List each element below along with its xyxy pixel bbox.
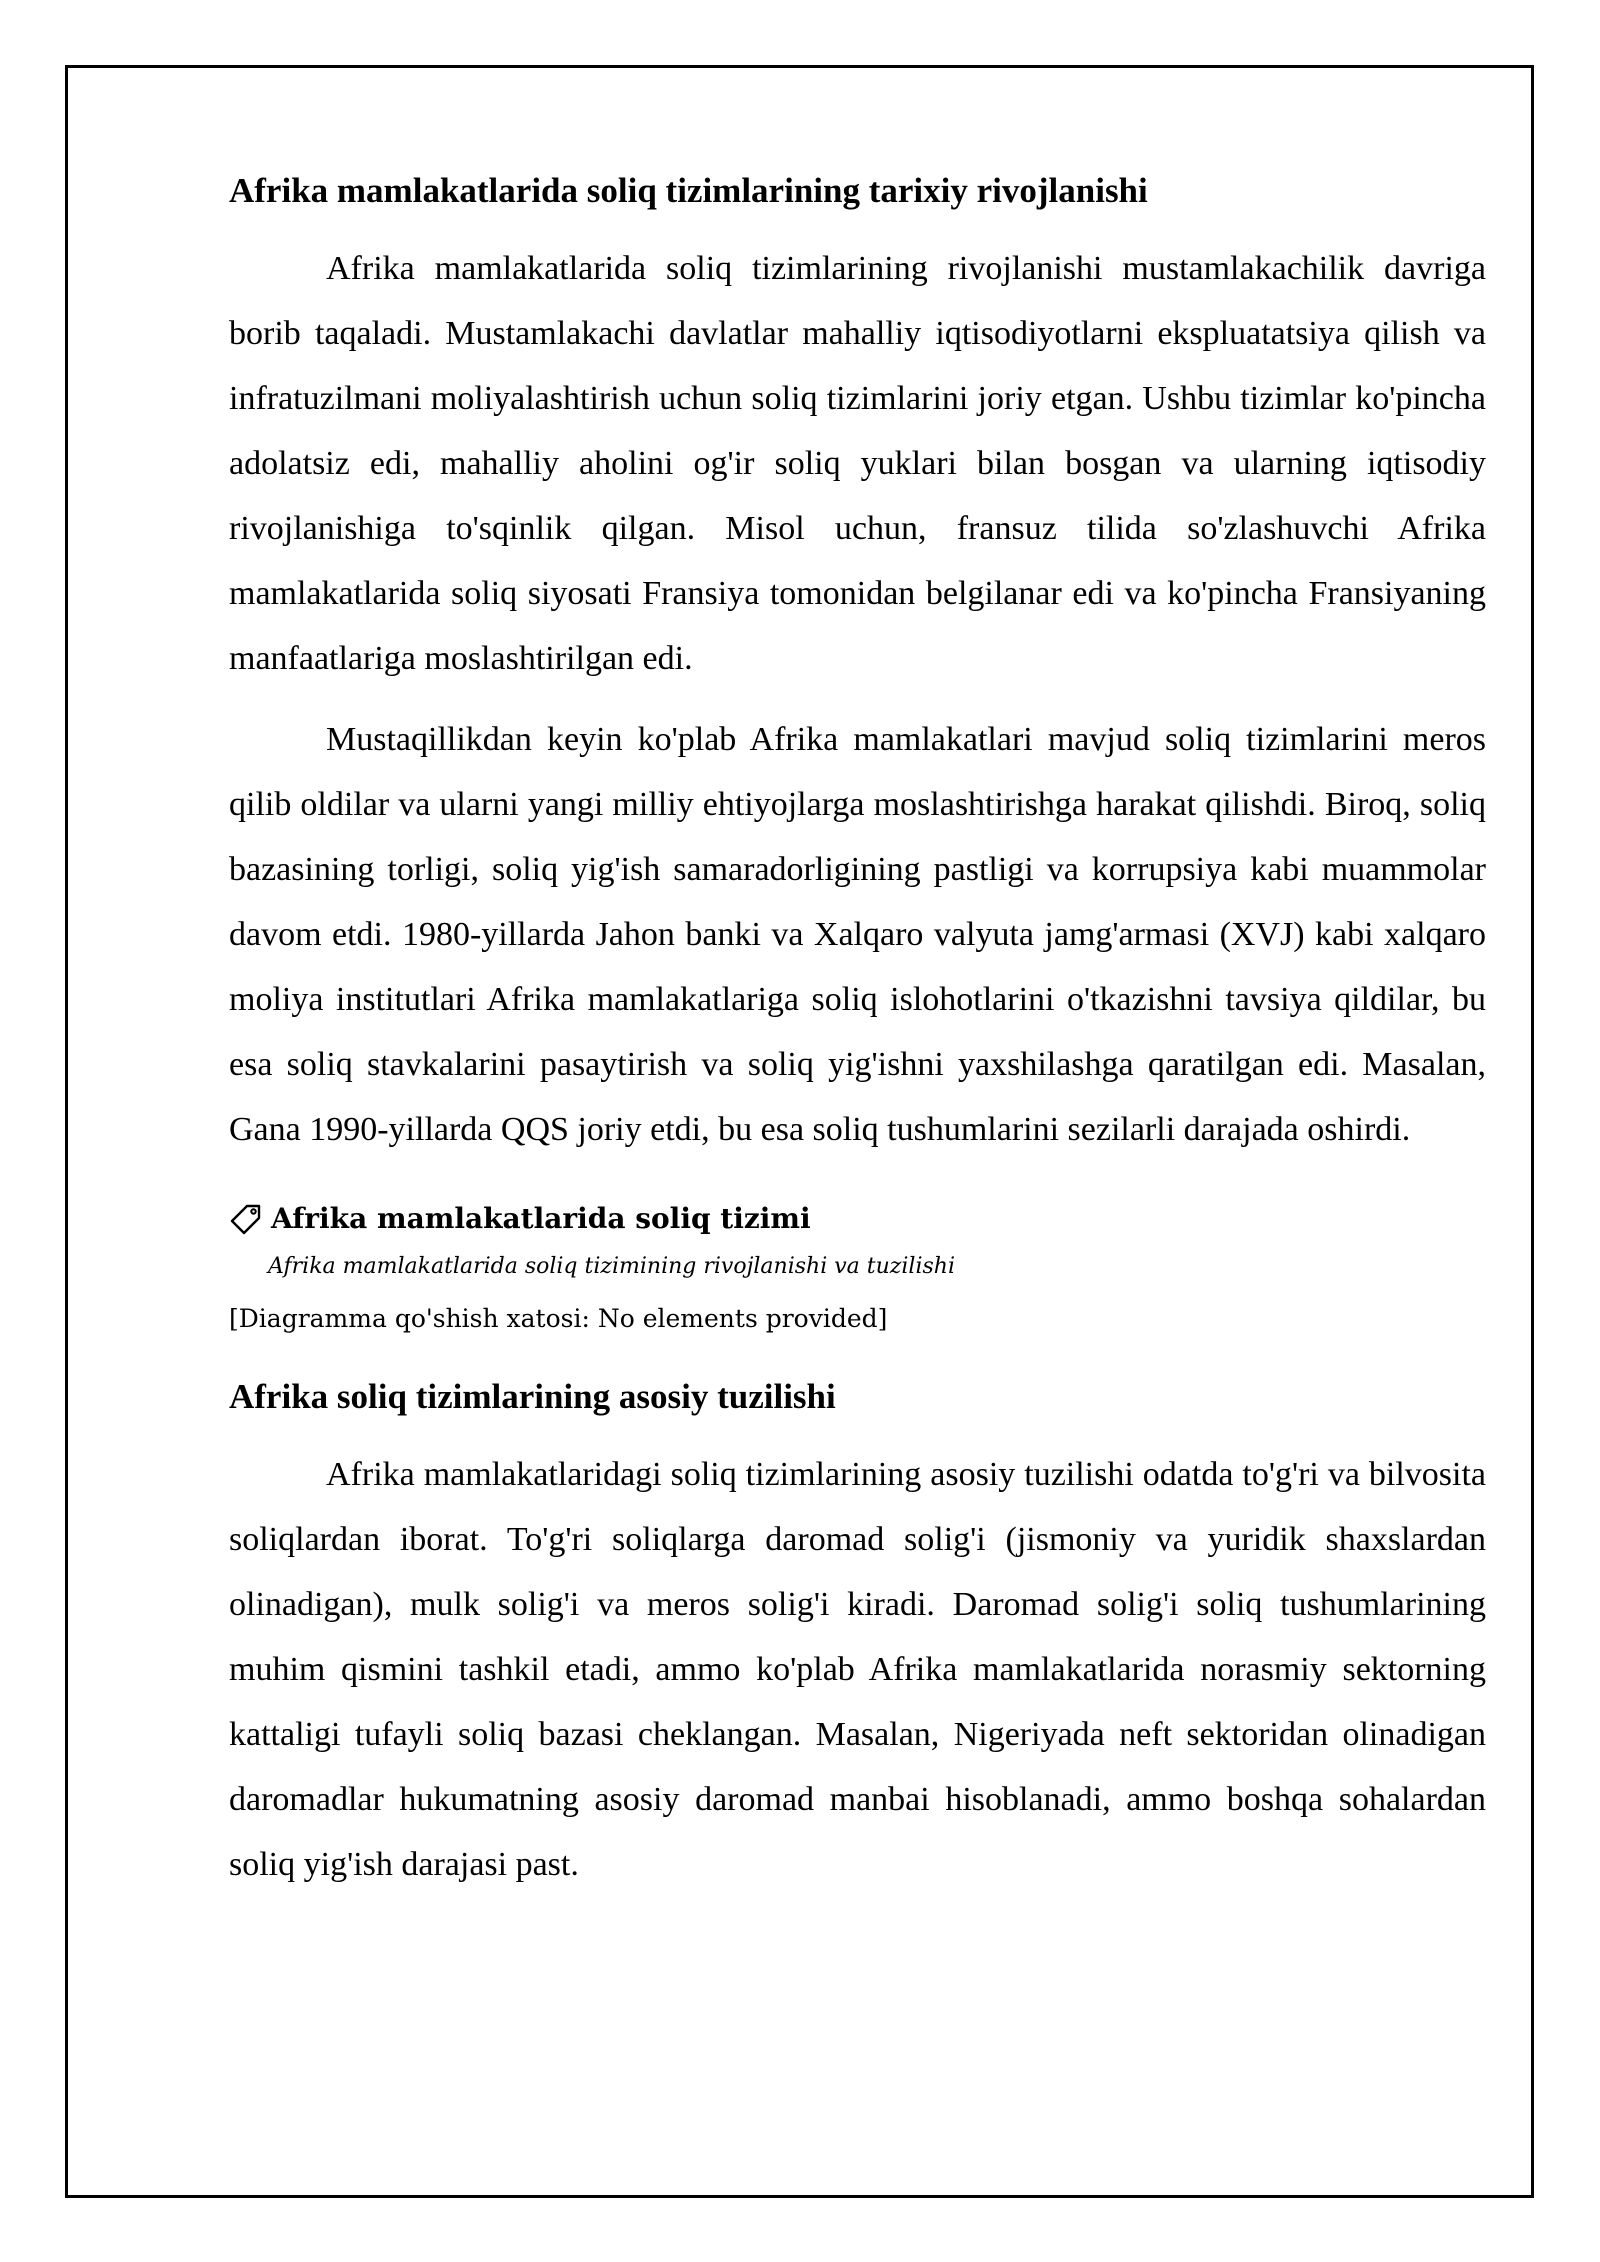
paragraph-history-1: Afrika mamlakatlarida soliq tizimlarining rivojlanishi mustamlakachilik davriga borib taqaladi. Mustamlakachi davlatlar mahalliy iqtisodiyotlarni ekspluatatsiya qilish va infratuzilmani moliyalashtirish uchun soliq tizimlarini joriy etgan. Ushbu tizimlar ko'pincha adolatsiz edi, mahalliy aholini og'ir soliq yuklari bilan bosgan va ularning iqtisodiy rivojlanishiga to'sqinlik qilgan. Misol uchun, fransuz tilida so'zlashuvchi Afrika mamlakatlarida soliq siyosati Fransiya tomonidan belgilanar edi va ko'pincha Fransiyaning manfaatlariga moslashtirilgan edi. <box>229 250 1486 677</box>
diagram-placeholder <box>229 1200 1486 1336</box>
document-body <box>229 170 1486 1913</box>
diagram-title-row <box>229 1200 1486 1238</box>
paragraph-structure-1: Afrika mamlakatlaridagi soliq tizimlarining asosiy tuzilishi odatda to'g'ri va bilvosita soliqlardan iborat. To'g'ri soliqlarga daromad solig'i (jismoniy va yuridik shaxslardan olinadigan), mulk solig'i va meros solig'i kiradi. Daromad solig'i soliq tushumlarining muhim qismini tashkil etadi, ammo ko'plab Afrika mamlakatlarida norasmiy sektorning kattaligi tufayli soliq bazasi cheklangan. Masalan, Nigeriyada neft sektoridan olinadigan daromadlar hukumatning asosiy daromad manbai hisoblanadi, ammo boshqa sohalardan soliq yig'ish darajasi past. <box>229 1456 1486 1883</box>
section-heading-history: Afrika mamlakatlarida soliq tizimlarining tarixiy rivojlanishi <box>229 171 1148 210</box>
section-heading-structure: Afrika soliq tizimlarining asosiy tuzilishi <box>229 1377 836 1416</box>
paragraph-history-2: Mustaqillikdan keyin ko'plab Afrika mamlakatlari mavjud soliq tizimlarini meros qilib oldilar va ularni yangi milliy ehtiyojlarga moslashtirishga harakat qilishdi. Biroq, soliq bazasining torligi, soliq yig'ish samaradorligining pastligi va korrupsiya kabi muammolar davom etdi. 1980-yillarda Jahon banki va Xalqaro valyuta jamg'armasi (XVJ) kabi xalqaro moliya institutlari Afrika mamlakatlariga soliq islohotlarini o'tkazishni tavsiya qildilar, bu esa soliq stavkalarini pasaytirish va soliq yig'ishni yaxshilashga qaratilgan edi. Masalan, Gana 1990-yillarda QQS joriy etdi, bu esa soliq tushumlarini sezilarli darajada oshirdi. <box>229 721 1486 1148</box>
diagram-title: Afrika mamlakatlarida soliq tizimi <box>271 1202 811 1235</box>
diagram-subtitle: Afrika mamlakatlarida soliq tizimining rivojlanishi va tuzilishi <box>268 1254 955 1279</box>
diagram-error-message: [Diagramma qo'shish xatosi: No elements provided] <box>229 1304 888 1333</box>
tag-icon <box>229 1202 263 1236</box>
